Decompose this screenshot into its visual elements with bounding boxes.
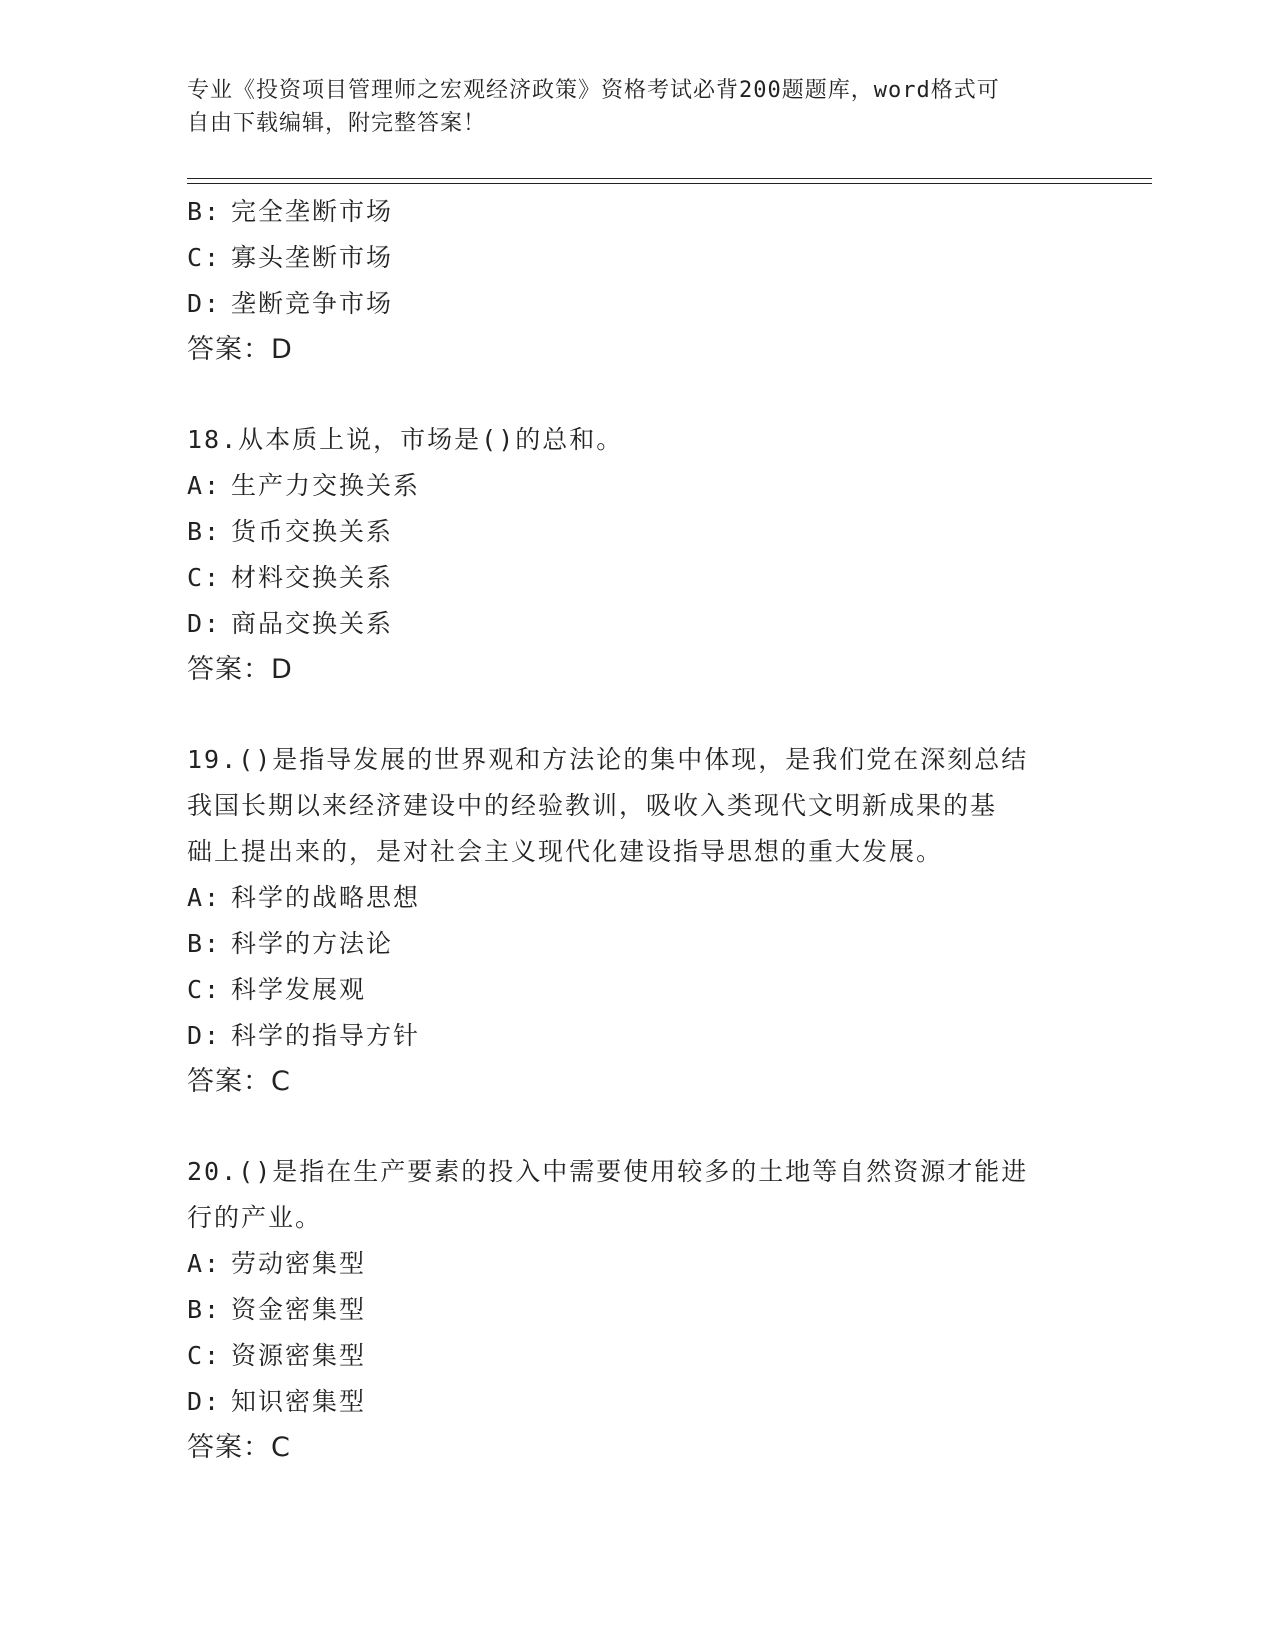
question-list — [187, 189, 1087, 1471]
question-stem-line-3: 础上提出来的，是对社会主义现代化建设指导思想的重大发展。 — [187, 837, 944, 866]
option-d: D: 垄断竞争市场 — [187, 289, 394, 318]
option-d: D: 科学的指导方针 — [187, 1021, 421, 1050]
answer: 答案：D — [187, 334, 293, 365]
option-a: A: 科学的战略思想 — [187, 883, 421, 912]
option-a: A: 生产力交换关系 — [187, 471, 421, 500]
question-17 — [187, 189, 1087, 373]
answer: 答案：C — [187, 1066, 291, 1097]
option-c: C: 科学发展观 — [187, 975, 367, 1004]
option-a: A: 劳动密集型 — [187, 1249, 367, 1278]
header-rule-top — [187, 178, 1152, 179]
question-20 — [187, 1149, 1087, 1471]
question-stem-line-1: 19.()是指导发展的世界观和方法论的集中体现，是我们党在深刻总结 — [187, 745, 1029, 774]
option-c: C: 寡头垄断市场 — [187, 243, 394, 272]
header-line-2: 自由下载编辑，附完整答案！ — [187, 111, 487, 136]
question-stem: 18.从本质上说，市场是()的总和。 — [187, 425, 624, 454]
header-rule-bottom — [187, 183, 1152, 184]
answer: 答案：D — [187, 654, 293, 685]
option-d: D: 商品交换关系 — [187, 609, 394, 638]
option-b: B: 资金密集型 — [187, 1295, 367, 1324]
question-stem-line-1: 20.()是指在生产要素的投入中需要使用较多的土地等自然资源才能进 — [187, 1157, 1029, 1186]
option-b: B: 科学的方法论 — [187, 929, 394, 958]
question-18 — [187, 417, 1087, 693]
option-c: C: 资源密集型 — [187, 1341, 367, 1370]
option-d: D: 知识密集型 — [187, 1387, 367, 1416]
header-line-1: 专业《投资项目管理师之宏观经济政策》资格考试必背200题题库，word格式可 — [187, 78, 1000, 103]
question-stem-line-2: 行的产业。 — [187, 1203, 323, 1232]
option-b: B: 完全垄断市场 — [187, 197, 394, 226]
document-header — [187, 74, 1087, 140]
option-b: B: 货币交换关系 — [187, 517, 394, 546]
question-19 — [187, 737, 1087, 1105]
question-stem-line-2: 我国长期以来经济建设中的经验教训，吸收入类现代文明新成果的基 — [187, 791, 998, 820]
option-c: C: 材料交换关系 — [187, 563, 394, 592]
answer: 答案：C — [187, 1432, 291, 1463]
